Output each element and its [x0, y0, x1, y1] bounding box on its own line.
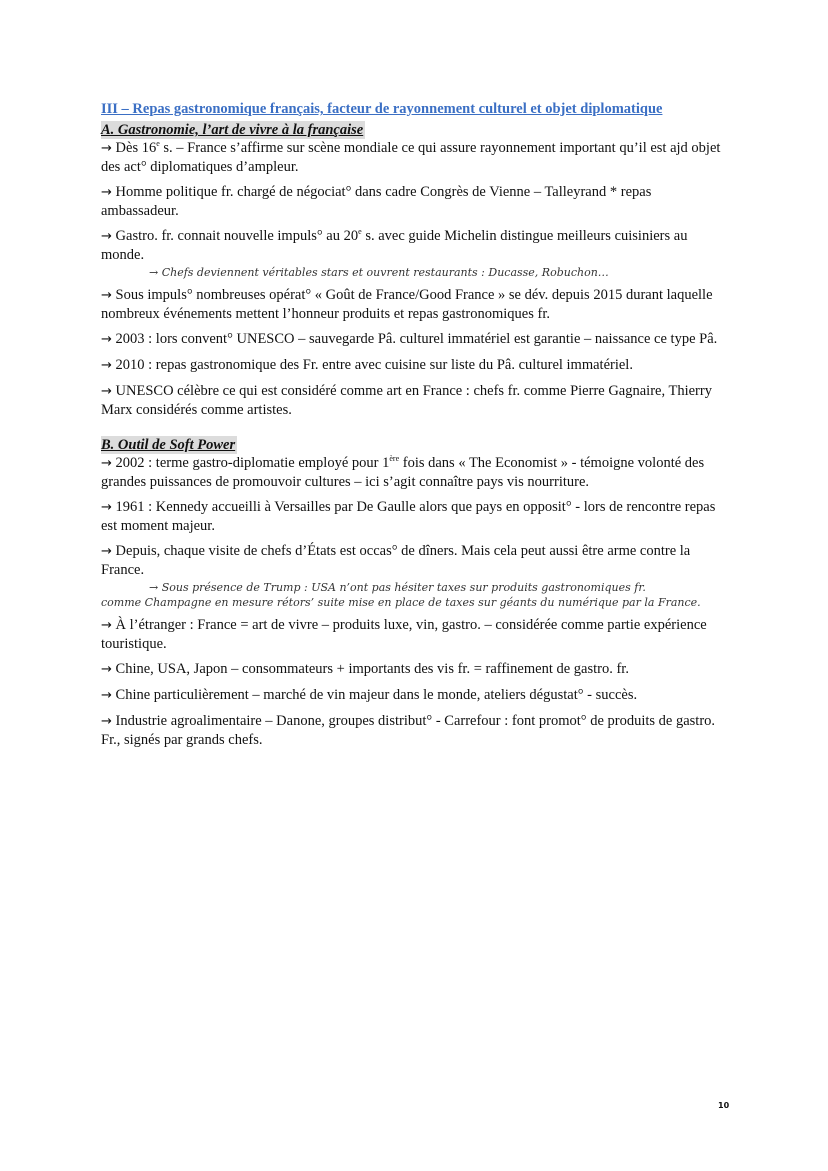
note-line: → Sous présence de Trump : USA n’ont pas hésiter taxes sur produits gastronomiques fr.: [149, 581, 646, 594]
bullet-text: Dès 16: [115, 140, 157, 156]
bullet-text: Industrie agroalimentaire – Danone, groupes distribut° - Carrefour : font promot° de produits de gastro. Fr., signés par grands chefs.: [101, 713, 716, 748]
bullet-item: [101, 227, 729, 264]
bullet-text: 1961 : Kennedy accueilli à Versailles par De Gaulle alors que pays en opposit° - lors de rencontre repas est moment majeur.: [101, 499, 716, 534]
section-a-heading: A. Gastronomie, l’art de vivre à la française: [101, 122, 364, 138]
bullet-text: 2003 : lors convent° UNESCO – sauvegarde Pâ. culturel immatériel est garantie – naissance ce type Pâ.: [115, 331, 718, 347]
arrow-icon: →: [101, 185, 112, 200]
bullet-item: [101, 542, 729, 579]
note-line: comme Champagne en mesure rétors’ suite mise en place de taxes sur géants du numérique par la France.: [101, 596, 701, 609]
page-number: 10: [718, 1101, 730, 1110]
arrow-icon: →: [101, 384, 112, 399]
bullet-item: [101, 286, 729, 323]
arrow-icon: →: [101, 618, 112, 633]
bullet-text-continued: fois dans « The Economist » - témoigne volonté des grandes puissances de promouvoir cultures – ici s’agit connaître pays vis nourriture.: [101, 455, 705, 490]
arrow-icon: →: [101, 358, 112, 373]
section-a: [101, 139, 729, 419]
arrow-icon: →: [101, 141, 112, 156]
bullet-text: À l’étranger : France = art de vivre – produits luxe, vin, gastro. – considérée comme partie expérience touristique.: [101, 617, 707, 652]
section-b-heading: B. Outil de Soft Power: [101, 437, 236, 453]
arrow-icon: →: [101, 500, 112, 515]
bullet-text: Chine particulièrement – marché de vin majeur dans le monde, ateliers dégustat° - succès.: [115, 687, 638, 703]
bullet-text: UNESCO célèbre ce qui est considéré comme art en France : chefs fr. comme Pierre Gagnaire, Thierry Marx considérés comme artistes.: [101, 383, 712, 418]
bullet-item: [101, 616, 729, 653]
bullet-text: Homme politique fr. chargé de négociat° dans cadre Congrès de Vienne – Talleyrand * repas ambassadeur.: [101, 184, 652, 219]
bullet-item: [101, 139, 729, 176]
bullet-text: Depuis, chaque visite de chefs d’États est occas° de dîners. Mais cela peut aussi être arme contre la France.: [101, 543, 691, 578]
arrow-icon: →: [101, 288, 112, 303]
handwritten-note: → Chefs deviennent véritables stars et ouvrent restaurants : Ducasse, Robuchon…: [149, 266, 609, 279]
bullet-item: [101, 330, 729, 349]
arrow-icon: →: [101, 332, 112, 347]
bullet-text-continued: s. avec guide Michelin distingue meilleurs cuisiniers au monde.: [101, 228, 688, 263]
arrow-icon: →: [101, 544, 112, 559]
section-b: [101, 454, 729, 749]
arrow-icon: →: [101, 714, 112, 729]
bullet-text: 2002 : terme gastro-diplomatie employé pour 1: [115, 455, 390, 471]
arrow-icon: →: [101, 456, 112, 471]
bullet-text: Sous impuls° nombreuses opérat° « Goût de France/Good France » se dév. depuis 2015 durant laquelle nombreux événements mettent l’honneur produits et repas gastronomiques fr.: [101, 287, 713, 322]
document-page: [101, 100, 729, 756]
bullet-item: [101, 660, 729, 679]
bullet-text: 2010 : repas gastronomique des Fr. entre avec cuisine sur liste du Pâ. culturel immatériel.: [115, 357, 633, 373]
bullet-item: [101, 183, 729, 220]
superscript: ère: [389, 454, 400, 464]
bullet-item: [101, 356, 729, 375]
bullet-item: [101, 686, 729, 705]
bullet-item: [101, 454, 729, 491]
bullet-item: [101, 498, 729, 535]
arrow-icon: →: [101, 688, 112, 703]
arrow-icon: →: [101, 662, 112, 677]
bullet-text: Chine, USA, Japon – consommateurs + importants des vis fr. = raffinement de gastro. fr.: [115, 661, 629, 677]
page-title: III – Repas gastronomique français, facteur de rayonnement culturel et objet diplomatique: [101, 101, 663, 117]
handwritten-note: [101, 580, 729, 610]
bullet-text: Gastro. fr. connait nouvelle impuls° au 20: [115, 228, 359, 244]
bullet-item: [101, 712, 729, 749]
superscript: e: [358, 227, 362, 237]
arrow-icon: →: [101, 229, 112, 244]
bullet-text-continued: s. – France s’affirme sur scène mondiale ce qui assure rayonnement important qu’il est ajd objet des act° diplomatiques d’ampleur.: [101, 140, 721, 175]
superscript: e: [156, 139, 160, 149]
bullet-item: [101, 382, 729, 419]
